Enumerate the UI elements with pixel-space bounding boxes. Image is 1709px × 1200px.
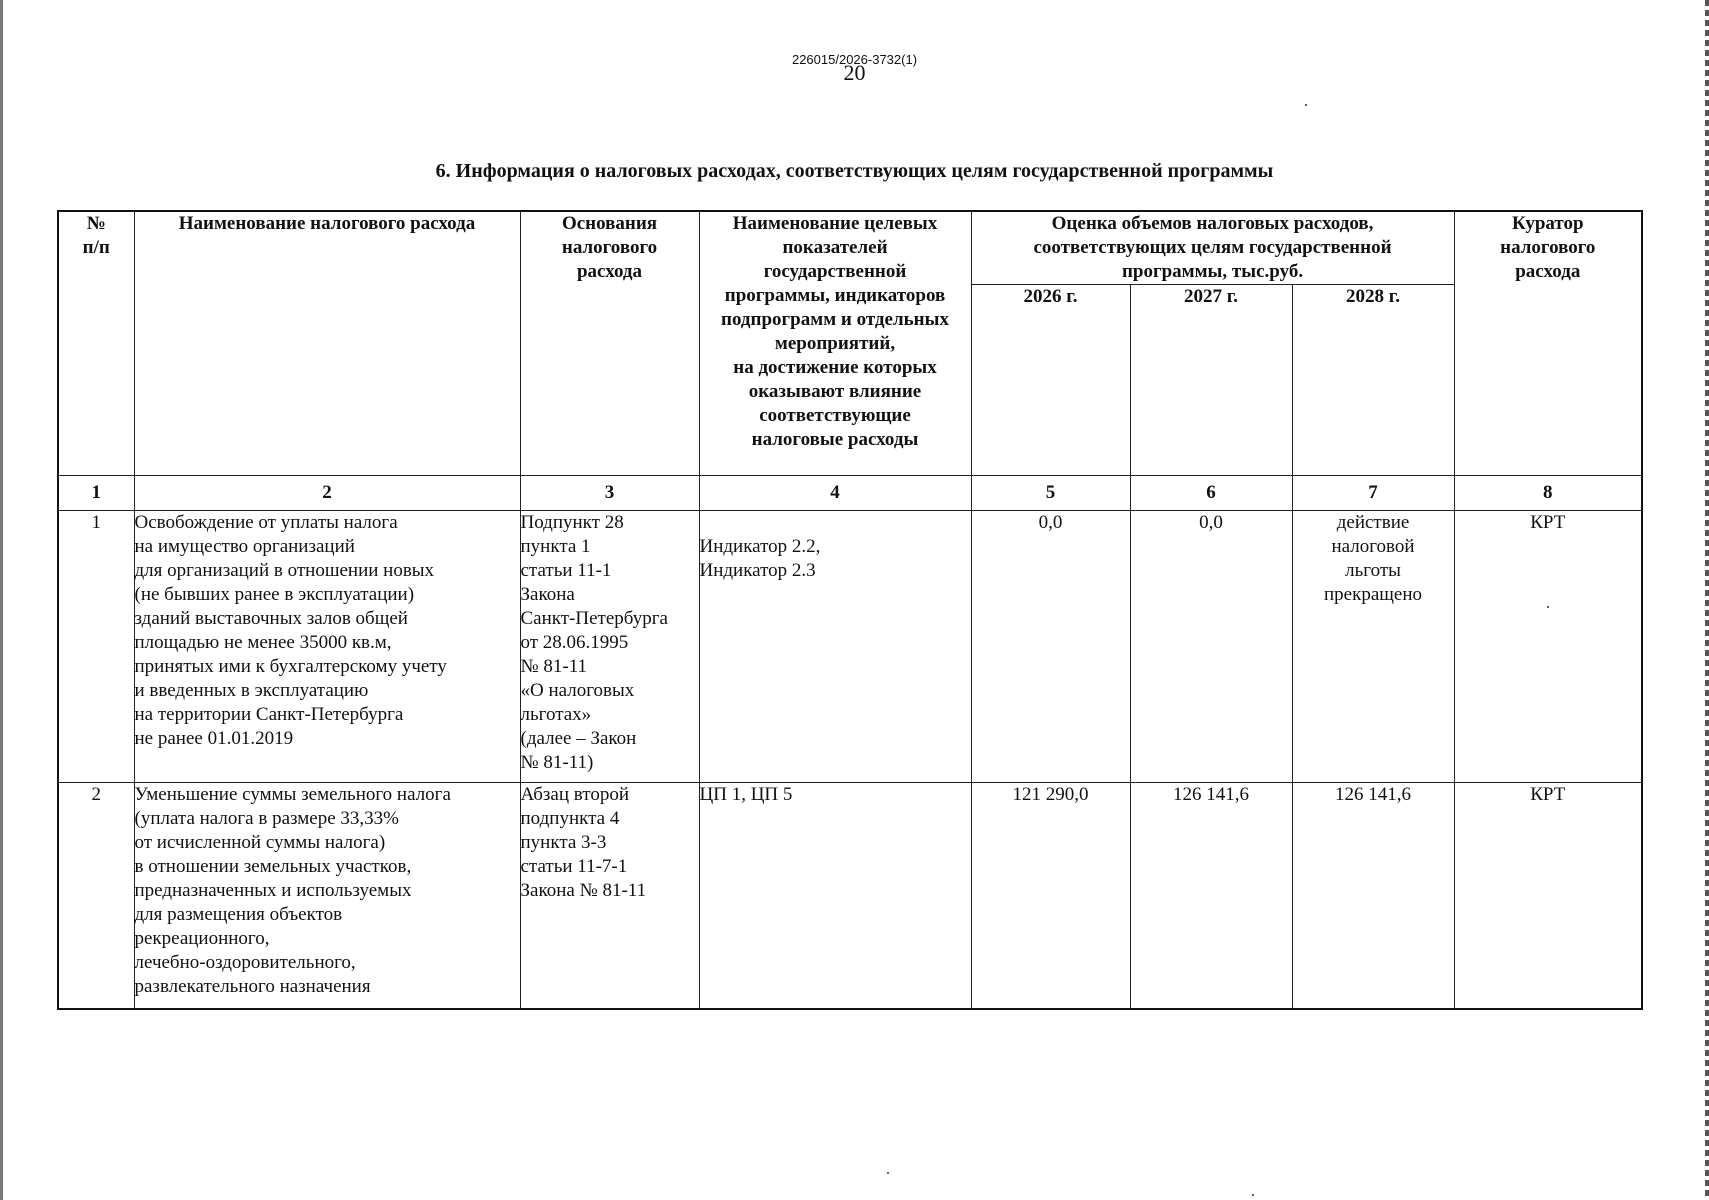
- estimate-2027: 0,0: [1130, 511, 1292, 783]
- estimate-2026: 121 290,0: [971, 783, 1130, 1009]
- estimate-2027: 126 141,6: [1130, 783, 1292, 1009]
- header-name: Наименование налогового расхода: [134, 211, 520, 476]
- column-number: 4: [699, 476, 971, 511]
- header-curator: Куратор налогового расхода: [1454, 211, 1642, 476]
- estimate-2028: действие налоговой льготы прекращено: [1292, 511, 1454, 783]
- tax-expenditure-basis: Подпункт 28 пункта 1 статьи 11-1 Закона Санкт-Петербурга от 28.06.1995 № 81-11 «О налоговых льготах» (далее – Закон № 81-11): [520, 511, 699, 783]
- page-number: 20: [843, 60, 866, 85]
- row-number: 1: [58, 511, 134, 783]
- target-indicators: ЦП 1, ЦП 5: [699, 783, 971, 1009]
- estimate-2028: 126 141,6: [1292, 783, 1454, 1009]
- header-year-2028: 2028 г.: [1292, 285, 1454, 476]
- curator: КРТ: [1454, 783, 1642, 1009]
- tax-expenditure-name: Уменьшение суммы земельного налога (уплата налога в размере 33,33% от исчисленной суммы налога) в отношении земельных участков, предназначенных и используемых для размещения объектов рекреационного, лечебно-оздоровительного, развлекательного назначения: [134, 783, 520, 1009]
- table-row: [58, 511, 1642, 783]
- column-number: 2: [134, 476, 520, 511]
- curator: КРТ: [1454, 511, 1642, 783]
- tax-expenditure-basis: Абзац второй подпункта 4 пункта 3-3 статьи 11-7-1 Закона № 81-11: [520, 783, 699, 1009]
- column-number: 8: [1454, 476, 1642, 511]
- header-row-1: [58, 211, 1642, 285]
- target-indicators: Индикатор 2.2, Индикатор 2.3: [699, 511, 971, 783]
- document-registration-number: 226015/2026-3732(1): [791, 52, 918, 67]
- column-number: 6: [1130, 476, 1292, 511]
- header-indicators: Наименование целевых показателей государственной программы, индикаторов подпрограмм и отдельных мероприятий, на достижение которых оказывают влияние соответствующие налоговые расходы: [699, 211, 971, 476]
- column-number: 1: [58, 476, 134, 511]
- header-year-2027: 2027 г.: [1130, 285, 1292, 476]
- column-number: 3: [520, 476, 699, 511]
- table-row: [58, 783, 1642, 1009]
- estimate-2026: 0,0: [971, 511, 1130, 783]
- scan-speck: [1305, 104, 1307, 106]
- scan-speck: [1252, 1194, 1254, 1196]
- column-number: 5: [971, 476, 1130, 511]
- header-num: № п/п: [58, 211, 134, 476]
- column-number: 7: [1292, 476, 1454, 511]
- tax-expenditure-name: Освобождение от уплаты налога на имущество организаций для организаций в отношении новых (не бывших ранее в эксплуатации) зданий выставочных залов общей площадью не менее 35000 кв.м, принятых ими к бухгалтерскому учету и введенных в эксплуатацию на территории Санкт-Петербурга не ранее 01.01.2019: [134, 511, 520, 783]
- column-number-row: [58, 476, 1642, 511]
- section-title: 6. Информация о налоговых расходах, соответствующих целям государственной программы: [435, 160, 1274, 182]
- scan-speck: [887, 1172, 889, 1174]
- header-basis: Основания налогового расхода: [520, 211, 699, 476]
- row-number: 2: [58, 783, 134, 1009]
- header-estimate: Оценка объемов налоговых расходов, соответствующих целям государственной программы, тыс.руб.: [971, 211, 1454, 285]
- header-year-2026: 2026 г.: [971, 285, 1130, 476]
- tax-expenditure-table: [57, 210, 1643, 1010]
